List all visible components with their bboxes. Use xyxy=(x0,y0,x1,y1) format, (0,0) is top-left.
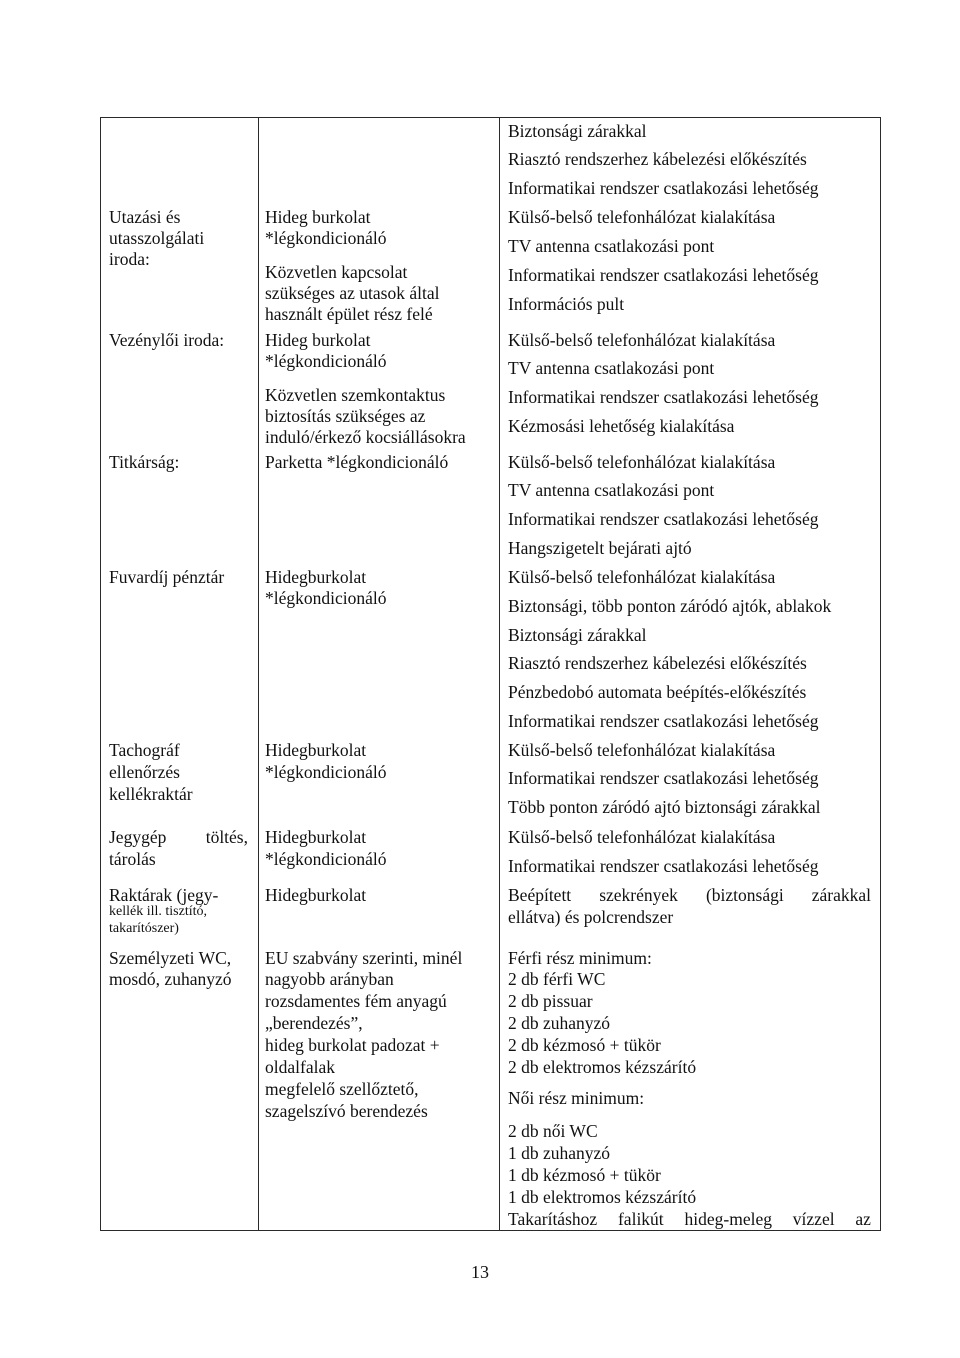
requirement-line-word: az xyxy=(855,1209,871,1229)
requirement-line: Kézmosási lehetőség kialakítása xyxy=(508,416,735,436)
requirement-line: Külső-belső telefonhálózat kialakítása xyxy=(508,827,776,847)
requirement-line: 1 db zuhanyzó xyxy=(508,1143,611,1163)
room-name-line-word: töltés, xyxy=(205,827,248,847)
column-divider xyxy=(258,118,259,1230)
finish-line: EU szabvány szerinti, minél xyxy=(265,948,463,968)
finish-line: *légkondicionáló xyxy=(265,228,387,248)
finish-line: induló/érkező kocsiállásokra xyxy=(265,427,466,447)
requirement-line: TV antenna csatlakozási pont xyxy=(508,236,715,256)
requirement-line: Külső-belső telefonhálózat kialakítása xyxy=(508,207,776,227)
finish-line: Közvetlen szemkontaktus xyxy=(265,385,446,405)
requirement-line: Informatikai rendszer csatlakozási lehetőség xyxy=(508,856,819,876)
requirement-line: Hangszigetelt bejárati ajtó xyxy=(508,538,692,558)
finish-line: rozsdamentes fém anyagú xyxy=(265,991,447,1011)
requirement-line: Több ponton záródó ajtó biztonsági zárakkal xyxy=(508,797,821,817)
finish-line: nagyobb arányban xyxy=(265,969,394,989)
requirement-line: Riasztó rendszerhez kábelezési előkészítés xyxy=(508,653,807,673)
requirement-line: Informatikai rendszer csatlakozási lehetőség xyxy=(508,711,819,731)
requirement-line: Külső-belső telefonhálózat kialakítása xyxy=(508,567,776,587)
requirement-line: Informatikai rendszer csatlakozási lehetőség xyxy=(508,265,819,285)
requirement-line: Női rész minimum: xyxy=(508,1088,645,1108)
finish-line: Hidegburkolat xyxy=(265,827,367,847)
requirement-line: Információs pult xyxy=(508,294,625,314)
page-number: 13 xyxy=(471,1262,489,1282)
requirement-line-word: vízzel xyxy=(792,1209,835,1229)
requirement-line: Riasztó rendszerhez kábelezési előkészítés xyxy=(508,149,807,169)
requirement-line: 2 db pissuar xyxy=(508,991,593,1011)
finish-line: Hidegburkolat xyxy=(265,740,367,760)
finish-line: „berendezés”, xyxy=(265,1013,363,1033)
requirement-line: Informatikai rendszer csatlakozási lehetőség xyxy=(508,509,819,529)
room-name-line: takarítószer) xyxy=(109,921,179,936)
room-name-line: Tachográf xyxy=(109,740,180,760)
finish-line: oldalfalak xyxy=(265,1057,335,1077)
room-name-line: Személyzeti WC, xyxy=(109,948,232,968)
requirement-line-word: hideg-meleg xyxy=(684,1209,772,1229)
requirement-line: 2 db kézmosó + tükör xyxy=(508,1035,661,1055)
requirement-line: Biztonsági zárakkal xyxy=(508,625,647,645)
room-name-line: Utazási és xyxy=(109,207,181,227)
requirement-line-word: Takarításhoz xyxy=(508,1209,598,1229)
requirement-line-word: Beépített xyxy=(508,885,572,905)
requirement-line: Informatikai rendszer csatlakozási lehetőség xyxy=(508,387,819,407)
finish-line: megfelelő szellőztető, xyxy=(265,1079,419,1099)
finish-line: használt épület rész felé xyxy=(265,304,433,324)
finish-line: Hidegburkolat xyxy=(265,567,367,587)
finish-line: Hideg burkolat xyxy=(265,330,371,350)
finish-line: *légkondicionáló xyxy=(265,588,387,608)
requirement-line xyxy=(508,1208,871,1230)
finish-line: szükséges az utasok által xyxy=(265,283,440,303)
finish-line: szagelszívó berendezés xyxy=(265,1101,428,1121)
requirement-line: 2 db férfi WC xyxy=(508,969,606,989)
requirement-line: Férfi rész minimum: xyxy=(508,948,652,968)
room-name-line: utasszolgálati xyxy=(109,228,205,248)
column-divider xyxy=(499,118,500,1230)
room-name-line: kellékraktár xyxy=(109,784,193,804)
requirement-line: 2 db női WC xyxy=(508,1121,598,1141)
room-name-line: kellék ill. tisztító, xyxy=(109,904,207,919)
requirement-line: TV antenna csatlakozási pont xyxy=(508,480,715,500)
requirement-line-word: szekrények xyxy=(599,885,678,905)
finish-line: Hidegburkolat xyxy=(265,885,367,905)
requirement-line: Külső-belső telefonhálózat kialakítása xyxy=(508,740,776,760)
requirement-line: 1 db kézmosó + tükör xyxy=(508,1165,661,1185)
room-name-line-word: Jegygép xyxy=(109,827,167,847)
room-name-line: Fuvardíj pénztár xyxy=(109,567,225,587)
room-name-line: Titkárság: xyxy=(109,452,180,472)
finish-line: biztosítás szükséges az xyxy=(265,406,426,426)
finish-line: Hideg burkolat xyxy=(265,207,371,227)
requirement-line: 1 db elektromos kézszárító xyxy=(508,1187,697,1207)
finish-line: *légkondicionáló xyxy=(265,351,387,371)
requirement-line: Informatikai rendszer csatlakozási lehetőség xyxy=(508,178,819,198)
room-name-line: iroda: xyxy=(109,249,150,269)
room-name-line: tárolás xyxy=(109,849,156,869)
requirement-line-word: falikút xyxy=(617,1209,664,1229)
requirement-line-word: zárakkal xyxy=(811,885,871,905)
requirement-line: Pénzbedobó automata beépítés-előkészítés xyxy=(508,682,807,702)
finish-line: *légkondicionáló xyxy=(265,762,387,782)
requirement-line: TV antenna csatlakozási pont xyxy=(508,358,715,378)
finish-line: Parketta *légkondicionáló xyxy=(265,452,449,472)
requirement-line: 2 db zuhanyzó xyxy=(508,1013,611,1033)
requirement-line: Biztonsági zárakkal xyxy=(508,121,647,141)
requirement-line: Külső-belső telefonhálózat kialakítása xyxy=(508,452,776,472)
requirement-line: 2 db elektromos kézszárító xyxy=(508,1057,697,1077)
room-name-line: mosdó, zuhanyzó xyxy=(109,969,232,989)
requirement-line xyxy=(508,884,871,906)
requirement-line: Biztonsági, több ponton záródó ajtók, ablakok xyxy=(508,596,832,616)
requirement-line-word: (biztonsági xyxy=(705,885,784,905)
requirement-line: Informatikai rendszer csatlakozási lehetőség xyxy=(508,768,819,788)
requirement-line: ellátva) és polcrendszer xyxy=(508,907,674,927)
room-name-line xyxy=(109,826,248,848)
room-name-line: Vezénylői iroda: xyxy=(109,330,225,350)
finish-line: hideg burkolat padozat + xyxy=(265,1035,440,1055)
room-name-line: ellenőrzés xyxy=(109,762,180,782)
finish-line: Közvetlen kapcsolat xyxy=(265,262,408,282)
requirement-line: Külső-belső telefonhálózat kialakítása xyxy=(508,330,776,350)
room-name-line: Raktárak (jegy- xyxy=(109,885,219,905)
finish-line: *légkondicionáló xyxy=(265,849,387,869)
